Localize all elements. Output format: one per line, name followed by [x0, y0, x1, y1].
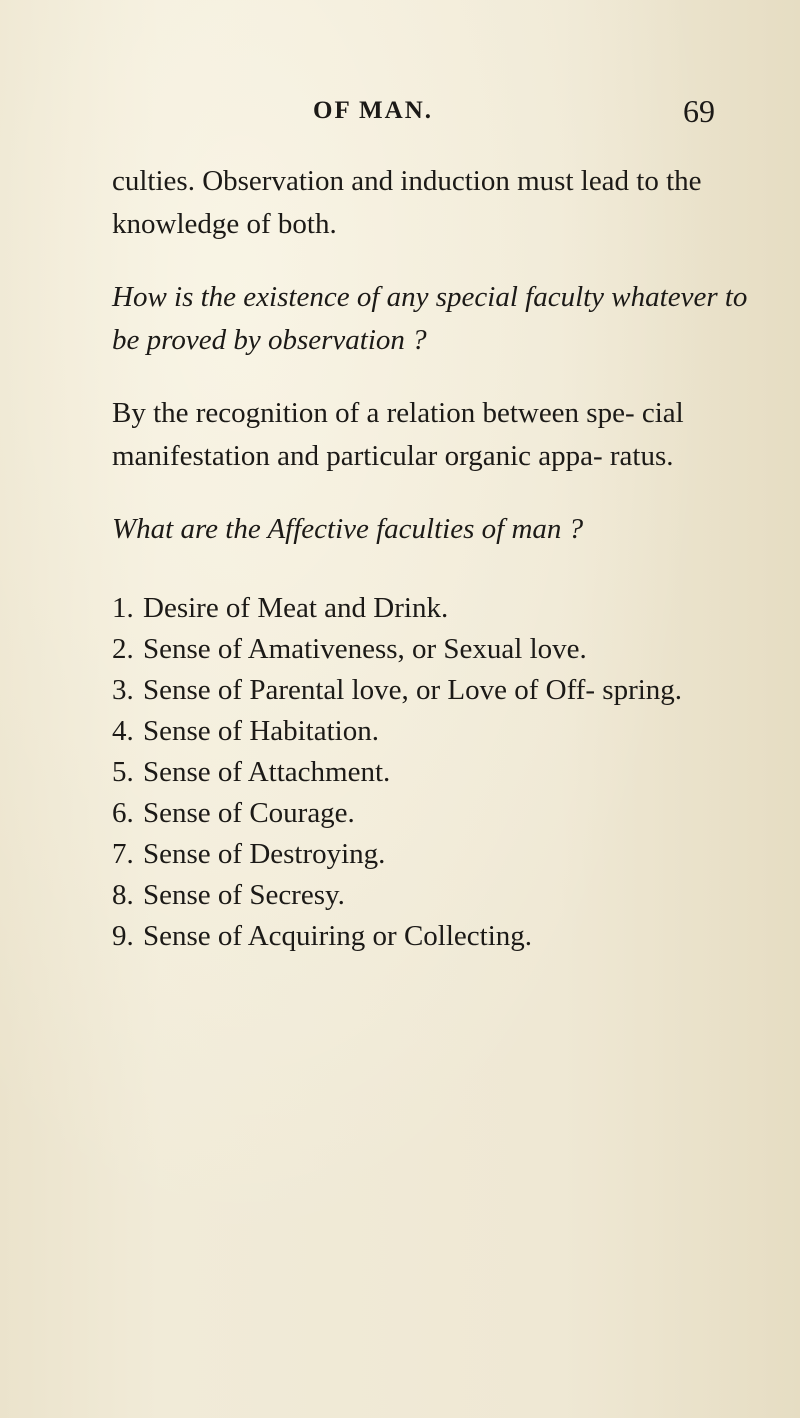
list-item — [112, 711, 752, 752]
list-item — [112, 629, 752, 670]
question-existence-of-faculty: How is the existence of any special faculty whatever to be proved by observation ? — [112, 281, 748, 356]
list-item-number: 1. — [112, 592, 134, 624]
list-item-text: Sense of Acquiring or Collecting. — [143, 920, 533, 952]
list-item-text: Sense of Destroying. — [143, 838, 386, 870]
running-title: OF MAN. — [313, 97, 433, 124]
faculties-list — [112, 588, 752, 957]
answer-recognition-of-relation: By the recognition of a relation between spe- cial manifestation and particular organic appa- ratus. — [112, 397, 684, 472]
list-item-number: 2. — [112, 633, 134, 665]
list-item-text: Desire of Meat and Drink. — [143, 592, 449, 624]
question-affective-faculties: What are the Affective faculties of man ? — [112, 513, 584, 545]
list-item-number: 5. — [112, 756, 134, 788]
list-item — [112, 875, 752, 916]
list-item-text: Sense of Habitation. — [143, 715, 379, 747]
list-item-text: Sense of Secresy. — [143, 879, 345, 911]
list-item — [112, 588, 752, 629]
list-item-number: 6. — [112, 797, 134, 829]
list-item — [112, 916, 752, 957]
list-item-number: 8. — [112, 879, 134, 911]
body-text — [112, 160, 752, 957]
list-item-number: 3. — [112, 674, 134, 706]
list-item-text: Sense of Courage. — [143, 797, 355, 829]
list-item — [112, 793, 752, 834]
list-item-text: Sense of Parental love, or Love of Off- spring. — [143, 674, 683, 706]
list-item — [112, 752, 752, 793]
list-item-number: 9. — [112, 920, 134, 952]
list-item — [112, 834, 752, 875]
page-number: 69 — [683, 93, 715, 129]
list-item — [112, 670, 752, 711]
list-item-text: Sense of Attachment. — [143, 756, 391, 788]
continuation-paragraph: culties. Observation and induction must lead to the knowledge of both. — [112, 165, 702, 240]
list-item-number: 4. — [112, 715, 134, 747]
running-head — [0, 93, 800, 137]
list-item-text: Sense of Amativeness, or Sexual love. — [143, 633, 587, 665]
list-item-number: 7. — [112, 838, 134, 870]
